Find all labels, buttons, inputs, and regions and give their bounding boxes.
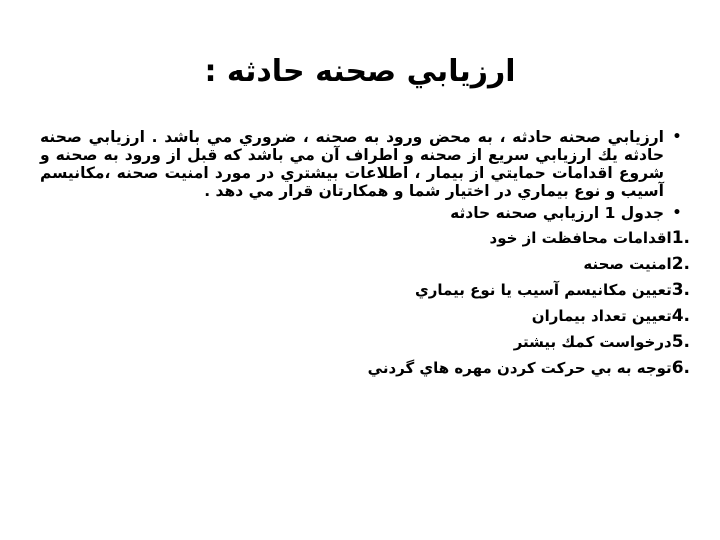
list-item xyxy=(40,355,690,381)
item-text: توجه به بي حركت كردن مهره هاي گردني xyxy=(367,359,672,377)
bullet-icon: • xyxy=(672,129,682,145)
item-number: 6. xyxy=(671,358,690,378)
item-text: تعيين مكانيسم آسيب يا نوع بيماري xyxy=(415,281,672,299)
item-number: 4. xyxy=(671,306,690,326)
slide-title: ارزيابي صحنه حادثه : xyxy=(204,54,516,89)
item-text: تعيين تعداد بيماران xyxy=(531,307,672,325)
list-item xyxy=(40,303,690,329)
table-caption: جدول 1 ارزيابي صحنه حادثه xyxy=(450,204,664,222)
list-item xyxy=(40,225,690,251)
slide-body xyxy=(40,128,690,381)
paragraph-text: ارزيابي صحنه حادثه ، به محض ورود به صحنه ، ضروري مي باشد . ارزيابي صحنه حادثه يك ارزيابي سريع از صحنه و اطراف آن مي باشد كه قبل از ورود به صحنه و شروع اقدامات حمايتي از بيمار ، اطلاعات بيشتري در مورد امنيت صحنه ،مكانيسم آسيب و نوع بيماري در اختيار شما و همكارتان قرار مي دهد . xyxy=(40,128,664,200)
bullet-icon: • xyxy=(672,205,682,221)
item-text: درخواست كمك بيشتر xyxy=(513,333,672,351)
bullet-paragraph xyxy=(40,128,690,200)
list-item xyxy=(40,277,690,303)
item-text: امنيت صحنه xyxy=(583,255,672,273)
item-number: 3. xyxy=(671,280,690,300)
item-number: 1. xyxy=(671,228,690,248)
item-number: 5. xyxy=(671,332,690,352)
bullet-caption xyxy=(40,204,690,222)
item-text: اقدامات محافظت از خود xyxy=(489,229,672,247)
list-item xyxy=(40,329,690,355)
item-number: 2. xyxy=(671,254,690,274)
numbered-list xyxy=(40,225,690,381)
list-item xyxy=(40,251,690,277)
